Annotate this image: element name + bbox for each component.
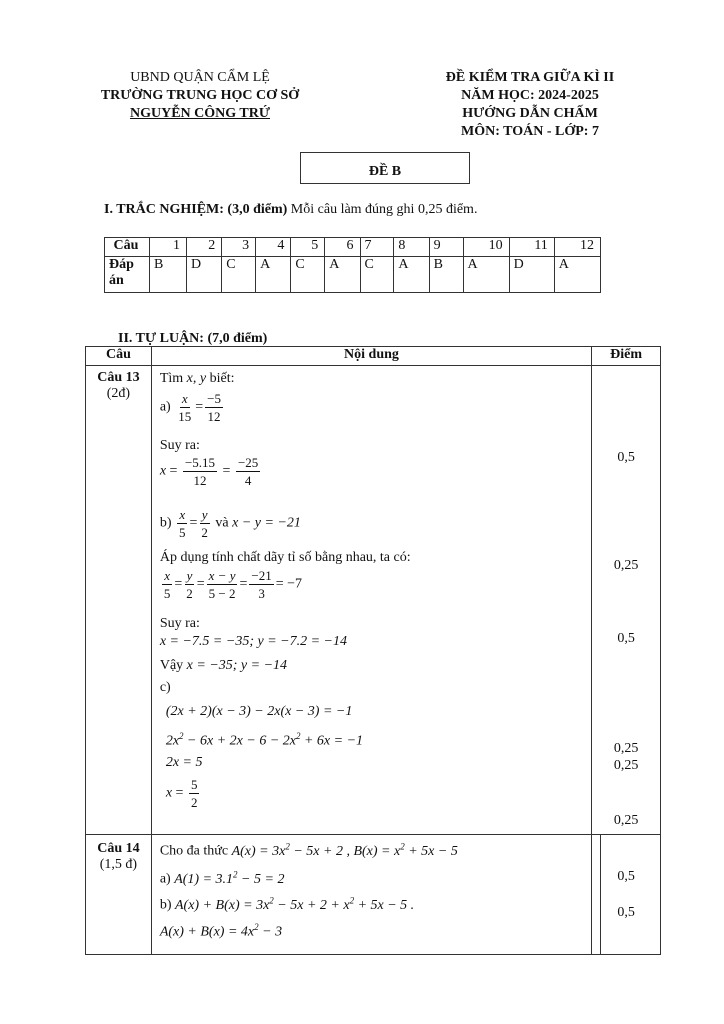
question-number: 9 <box>429 238 463 257</box>
answer-cell: A <box>256 257 291 293</box>
score: 0,25 <box>613 758 639 773</box>
q14-b-label: b) <box>159 897 172 913</box>
q13-c-result: x = $\frac{5}{2}$ <box>165 777 198 810</box>
fraction: $\frac{-25}{4}$ <box>237 455 259 488</box>
q13-c2-part: + 6x = −1 <box>300 733 364 749</box>
question-number: 6 <box>325 238 360 257</box>
answer-cell: B <box>150 257 187 293</box>
divider <box>592 835 601 954</box>
q14-a <box>160 869 285 888</box>
answer-row-questions <box>105 238 601 257</box>
q13-row <box>86 366 661 835</box>
answer-row-answers <box>105 257 601 293</box>
exam-title: ĐỀ KIỂM TRA GIỮA KÌ II <box>445 70 615 85</box>
question-number: 3 <box>222 238 256 257</box>
q13-b-condition: x − y = −21 <box>232 515 301 531</box>
score: 0,5 <box>617 631 635 646</box>
question-number: 5 <box>291 238 325 257</box>
answer-cell: C <box>222 257 256 293</box>
answer-label-line2: án <box>109 273 124 288</box>
exam-code: ĐỀ B <box>368 164 402 179</box>
q14-points: (1,5 đ) <box>99 857 138 872</box>
q14-label-cell <box>86 835 152 955</box>
q13-a-label: a) <box>159 399 171 415</box>
q14-intro <box>160 841 458 860</box>
q14-b <box>160 895 414 914</box>
essay-header-row <box>86 347 661 366</box>
fraction: $\frac{y}{2}$ <box>201 507 208 540</box>
score: 0,5 <box>617 905 635 920</box>
answer-cell: D <box>187 257 222 293</box>
score: 0,5 <box>617 869 635 884</box>
exponent: 2 <box>179 731 184 741</box>
answer-cell: A <box>325 257 360 293</box>
answer-label <box>105 257 150 293</box>
score: 0,25 <box>613 813 639 828</box>
q13-suy-ra: Suy ra: <box>159 438 200 453</box>
q13-b-result: x = −7.5 = −35; y = −7.2 = −14 <box>159 634 347 649</box>
q13-va: và <box>215 515 229 531</box>
q13-conclusion <box>160 658 287 674</box>
essay-table <box>85 346 661 955</box>
answer-label-line1: Đáp <box>109 257 134 272</box>
q13-label: Câu 13 <box>97 370 140 385</box>
fraction: $\frac{5}{2}$ <box>190 777 198 810</box>
part1-title: I. TRẮC NGHIỆM: (3,0 điểm) <box>104 202 288 217</box>
score: 0,25 <box>613 741 639 756</box>
q13-suy-ra2: Suy ra: <box>159 616 200 631</box>
question-number: 1 <box>150 238 187 257</box>
q14-intro-text: Cho đa thức <box>159 843 229 859</box>
col-cau: Câu <box>86 347 152 366</box>
q13-c-label: c) <box>159 680 171 695</box>
question-number: 11 <box>509 238 554 257</box>
q14-content <box>151 835 591 955</box>
question-number: 10 <box>463 238 509 257</box>
q14-label: Câu 14 <box>97 841 140 856</box>
answer-cell: B <box>429 257 463 293</box>
col-content: Nội dung <box>151 347 591 366</box>
school-year: NĂM HỌC: 2024-2025 <box>461 88 599 103</box>
q14-A-def: $A(x) = 3x^2 - 5x + 2$ , <box>231 841 350 859</box>
q14-B-def: $B(x) = x^2 + 5x - 5$ <box>353 841 458 859</box>
q14-a-expr: $A(1) = 3.1^2 - 5 = 2$ <box>174 869 285 887</box>
exam-code-box <box>300 152 470 184</box>
fraction: $\frac{-21}{3}$ <box>251 568 272 601</box>
q13-c2-part: 2x <box>165 733 180 749</box>
q14-a-label: a) <box>159 871 171 887</box>
q14-row <box>86 835 661 955</box>
part1-heading <box>104 202 477 218</box>
district-name: UBND QUẬN CẨM LỆ <box>130 70 270 85</box>
header-right <box>400 69 660 141</box>
fraction: $\frac{x}{5}$ <box>179 507 186 540</box>
question-number: 12 <box>554 238 600 257</box>
part1-note: Mỗi câu làm đúng ghi 0,25 điểm. <box>290 202 478 217</box>
header-left <box>70 69 330 123</box>
answer-cell: D <box>509 257 554 293</box>
q13-a: a) $\frac{x}{15}$ = $\frac{-5}{12}$ <box>159 391 221 424</box>
question-label: Câu <box>105 238 150 257</box>
q13-content <box>151 366 591 835</box>
question-number: 7 <box>360 238 394 257</box>
q14-b-expr: $A(x) + B(x) = 3x^2 - 5x + 2 + x^2 + 5x - 5$ . <box>175 895 415 913</box>
q13-c-step2 <box>166 731 363 750</box>
q13-c2-part: − 6x + 2x − 6 − 2x <box>183 733 296 749</box>
score: 0,5 <box>617 450 635 465</box>
q13-intro-text: Tìm <box>159 371 184 386</box>
answer-cell: C <box>360 257 394 293</box>
school-type: TRƯỜNG TRUNG HỌC CƠ SỞ <box>100 88 300 103</box>
fraction: $\frac{-5.15}{12}$ <box>184 455 216 488</box>
q13-b-label: b) <box>159 515 172 531</box>
col-points: Điểm <box>592 347 661 366</box>
q13-b: b) $\frac{x}{5}$ = $\frac{y}{2}$ và x − y = −21 <box>159 507 301 540</box>
q13-c-step3: 2x = 5 <box>165 755 203 770</box>
answer-cell: A <box>554 257 600 293</box>
q13-scores <box>592 366 661 835</box>
question-number: 2 <box>187 238 222 257</box>
question-number: 8 <box>394 238 429 257</box>
q13-a-result: x = $\frac{-5.15}{12}$ = $\frac{-25}{4}$ <box>159 455 259 488</box>
q13-b-chain: $\frac{x}{5}$ = $\frac{y}{2}$ = $\frac{x - y}{5 - 2}$ = $\frac{-21}{3}$ = −7 <box>163 568 303 601</box>
q13-intro-end: biết: <box>209 371 235 386</box>
fraction: $\frac{x}{5}$ <box>163 568 171 601</box>
part2-title: II. TỰ LUẬN: (7,0 điểm) <box>118 331 268 346</box>
q13-intro <box>160 371 235 387</box>
subject: MÔN: TOÁN - LỚP: 7 <box>461 124 599 139</box>
question-number: 4 <box>256 238 291 257</box>
answer-cell: C <box>291 257 325 293</box>
score: 0,25 <box>613 558 639 573</box>
q13-points: (2đ) <box>106 386 131 401</box>
q13-vars: x, y <box>186 371 207 386</box>
exponent: 2 <box>295 731 301 741</box>
answer-cell: A <box>394 257 429 293</box>
fraction: $\frac{x}{15}$ <box>178 391 192 424</box>
fraction: $\frac{x - y}{5 - 2}$ <box>208 568 236 601</box>
school-name: NGUYỄN CÔNG TRỨ <box>129 106 270 121</box>
fraction: $\frac{y}{2}$ <box>186 568 193 601</box>
fraction: $\frac{-5}{12}$ <box>207 391 221 424</box>
q13-label-cell <box>86 366 152 835</box>
q14-scores <box>592 835 661 955</box>
answer-cell: A <box>463 257 509 293</box>
q13-c-step1: (2x + 2)(x − 3) − 2x(x − 3) = −1 <box>165 704 353 719</box>
q13-apply: Áp dụng tính chất dãy tỉ số bằng nhau, ta có: <box>159 550 411 565</box>
q13-vay-result: x = −35; y = −14 <box>186 658 288 673</box>
q13-vay: Vậy <box>159 658 184 673</box>
doc-type: HƯỚNG DẪN CHẤM <box>462 106 598 121</box>
answer-table <box>104 237 601 293</box>
q14-b-result: $A(x) + B(x) = 4x^2 - 3$ <box>159 922 283 940</box>
